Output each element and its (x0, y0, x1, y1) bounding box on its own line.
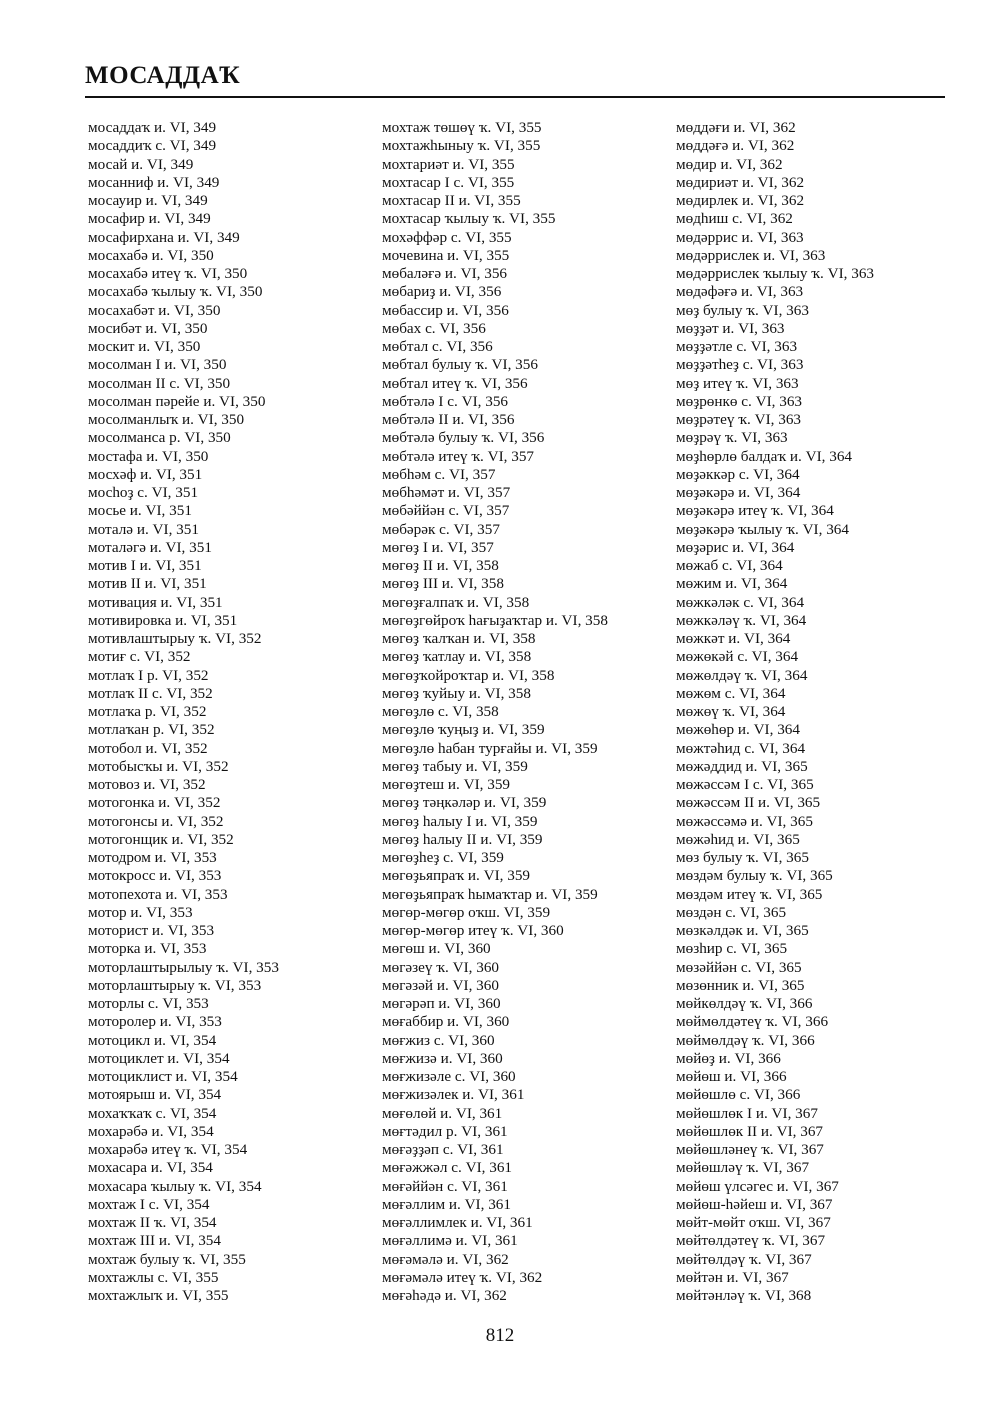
index-entry: мочевина и. VI, 355 (382, 246, 510, 264)
index-entry: мөғәллимә и. VI, 361 (382, 1232, 518, 1250)
index-entry: мотлаҡ I р. VI, 352 (88, 666, 209, 684)
index-entry: мөгөҙгөйроҡ һағыҙаҡтар и. VI, 358 (382, 611, 608, 629)
index-entry: мөгөҙ табыу и. VI, 359 (382, 757, 528, 775)
index-entry: мотивлаштырыу ҡ. VI, 352 (88, 630, 262, 647)
index-entry: мөжкәләү ҡ. VI, 364 (676, 611, 807, 629)
index-entry: мосаддаҡ и. VI, 349 (88, 119, 217, 136)
index-entry: мөҙрәү ҡ. VI, 363 (676, 429, 788, 447)
index-entry: мөғәһәдә и. VI, 362 (382, 1287, 507, 1304)
index-entry: мөбһәм с. VI, 357 (382, 465, 496, 483)
index-entry: мөжкәләк с. VI, 364 (676, 593, 805, 611)
index-entry: мөҙрөнкө с. VI, 363 (676, 392, 803, 410)
index-entry: мөҙәккәр с. VI, 364 (676, 465, 800, 483)
index-entry: мөдириәт и. VI, 362 (676, 173, 805, 191)
index-entry: мөбаләғә и. VI, 356 (382, 265, 508, 282)
index-entry: мөбтәлә II и. VI, 356 (382, 411, 515, 428)
index-entry: мөғәййән с. VI, 361 (382, 1177, 508, 1195)
index-column-3 (676, 119, 874, 1305)
index-entry: мөйөшлөк I и. VI, 367 (676, 1104, 818, 1122)
index-entry: мөзөнник и. VI, 365 (676, 976, 805, 994)
index-entry: мөгөҙ I и. VI, 357 (382, 538, 494, 556)
index-entry: мөбассир и. VI, 356 (382, 301, 509, 319)
index-entry: мохтасар I с. VI, 355 (382, 173, 515, 191)
index-entry: мөҙҙәт и. VI, 363 (676, 319, 785, 337)
index-entry: мөжөү ҡ. VI, 364 (676, 703, 786, 720)
index-entry: мосахабә и. VI, 350 (88, 246, 214, 264)
index-entry: мөҙҙәтһеҙ с. VI, 363 (676, 356, 804, 374)
index-entry: мотоциклет и. VI, 354 (88, 1049, 230, 1067)
index-entry: мосахабәт и. VI, 350 (88, 301, 221, 319)
index-entry: мөҙәкәрә итеү ҡ. VI, 364 (676, 502, 834, 520)
index-entry: мохтариәт и. VI, 355 (382, 155, 515, 173)
index-entry: мөҙәрис и. VI, 364 (676, 538, 795, 556)
index-entry: моторист и. VI, 353 (88, 922, 215, 939)
index-entry: мосаддиҡ с. VI, 349 (88, 137, 217, 155)
index-entry: мөҙһөрлө балдаҡ и. VI, 364 (676, 447, 853, 465)
index-entry: мөгөр-мөгөр итеү ҡ. VI, 360 (382, 922, 564, 939)
index-entry: мөймөлдәү ҡ. VI, 366 (676, 1031, 815, 1049)
index-entry: мөжөкәй с. VI, 364 (676, 648, 799, 666)
index-entry: мөгөҙьяпраҡ и. VI, 359 (382, 867, 531, 885)
index-entry: мотодром и. VI, 353 (88, 849, 217, 866)
index-entry: мөгөҙ тәңкәләр и. VI, 359 (382, 794, 547, 812)
index-entry: мөжөһөр и. VI, 364 (676, 721, 800, 739)
index-entry: мотогонка и. VI, 352 (88, 794, 221, 812)
index-entry: мөгөҙ һалыу I и. VI, 359 (382, 812, 538, 830)
index-entry: мосафир и. VI, 349 (88, 210, 211, 228)
index-entry: мөймөлдәтеү ҡ. VI, 366 (676, 1013, 829, 1031)
index-entry: мөғәмәлә и. VI, 362 (382, 1250, 509, 1268)
index-entry: мөбәрәк с. VI, 357 (382, 520, 500, 538)
index-entry: мохасара ҡылыу ҡ. VI, 354 (88, 1177, 262, 1195)
index-entry: мотивация и. VI, 351 (88, 593, 223, 611)
index-entry: мөгөҙлө һабан турғайы и. VI, 359 (382, 739, 598, 757)
index-entry: мөдәррислек и. VI, 363 (676, 246, 826, 264)
index-entry: мостафа и. VI, 350 (88, 447, 209, 465)
index-entry: мөйөш үлсәгес и. VI, 367 (676, 1177, 839, 1195)
index-entry: мөгөш и. VI, 360 (382, 940, 491, 958)
index-entry: мотоярыш и. VI, 354 (88, 1086, 222, 1104)
index-entry: мөжәддид и. VI, 365 (676, 757, 808, 775)
index-entry: мосахабә итеү ҡ. VI, 350 (88, 265, 248, 282)
index-entry: мөгөҙ ҡалҡан и. VI, 358 (382, 630, 536, 647)
index-entry: мотлаҡ II с. VI, 352 (88, 684, 213, 702)
index-entry: мөғөлөй и. VI, 361 (382, 1104, 503, 1122)
index-entry: мөбариҙ и. VI, 356 (382, 283, 502, 301)
index-entry: мөйөшләү ҡ. VI, 367 (676, 1159, 810, 1177)
index-entry: мөгәрәп и. VI, 360 (382, 995, 501, 1012)
index-entry: мосолман пәрейе и. VI, 350 (88, 392, 266, 410)
index-entry: мөгөҙҡойроҡтар и. VI, 358 (382, 666, 555, 684)
index-entry: мохәффәр с. VI, 355 (382, 228, 512, 246)
index-entry: мосье и. VI, 351 (88, 502, 192, 520)
page-title: МОСАДДАҠ (85, 62, 241, 89)
index-entry: мөғжизәлек и. VI, 361 (382, 1086, 525, 1104)
index-entry: моторка и. VI, 353 (88, 940, 207, 958)
index-entry: мөҙәкәрә и. VI, 364 (676, 484, 801, 501)
index-entry: мохаҡҡаҡ с. VI, 354 (88, 1104, 217, 1122)
index-entry: мөбәййән с. VI, 357 (382, 502, 510, 520)
index-entry: мөдәррислек ҡылыу ҡ. VI, 363 (676, 265, 875, 282)
index-entry: мөбтал с. VI, 356 (382, 338, 493, 355)
index-entry: мосһоҙ с. VI, 351 (88, 484, 199, 501)
index-entry: мөзәййән с. VI, 365 (676, 958, 802, 976)
index-entry: мөжәссәмә и. VI, 365 (676, 812, 813, 830)
index-entry: мөз булыу ҡ. VI, 365 (676, 849, 809, 866)
index-entry: мотоциклист и. VI, 354 (88, 1068, 238, 1085)
index-entry: мохарәбә и. VI, 354 (88, 1122, 214, 1140)
index-entry: мөйөш-һәйеш и. VI, 367 (676, 1195, 833, 1213)
index-entry: мөйөшлөк II и. VI, 367 (676, 1122, 824, 1140)
index-entry: мотогонсы и. VI, 352 (88, 812, 224, 830)
index-entry: мосанниф и. VI, 349 (88, 173, 220, 191)
index-entry: мөдһиш с. VI, 362 (676, 210, 793, 228)
index-entry: моторлы с. VI, 353 (88, 995, 209, 1012)
index-entry: мөдирлек и. VI, 362 (676, 192, 805, 209)
index-column-2 (382, 119, 608, 1305)
index-entry: мосолманса р. VI, 350 (88, 429, 231, 447)
index-entry: мөйөшлө с. VI, 366 (676, 1086, 801, 1104)
index-entry: мөғәҙҙәп с. VI, 361 (382, 1141, 504, 1158)
index-entry: мөҙәкәрә ҡылыу ҡ. VI, 364 (676, 520, 849, 538)
index-entry: мотив II и. VI, 351 (88, 575, 207, 593)
index-entry: мотив I и. VI, 351 (88, 557, 202, 574)
index-entry: мөгөҙ ҡатлау и. VI, 358 (382, 648, 532, 666)
index-entry: мохтаж булыу ҡ. VI, 355 (88, 1250, 246, 1268)
index-entry: мөжөлдәү ҡ. VI, 364 (676, 666, 808, 684)
index-entry: мохтаж I с. VI, 354 (88, 1195, 210, 1213)
index-entry: мөйтөлдәү ҡ. VI, 367 (676, 1250, 812, 1268)
index-column-1 (88, 119, 279, 1305)
index-entry: мохарәбә итеү ҡ. VI, 354 (88, 1141, 248, 1158)
index-entry: мөжим и. VI, 364 (676, 575, 788, 593)
index-entry: мөжәссәм II и. VI, 365 (676, 794, 821, 812)
index-entry: моторлаштырыу ҡ. VI, 353 (88, 976, 262, 994)
index-entry: мөжөм с. VI, 364 (676, 684, 786, 702)
index-entry: мөдәррис и. VI, 363 (676, 228, 804, 246)
index-entry: моторлаштырылыу ҡ. VI, 353 (88, 958, 279, 976)
index-entry: мохтаж II ҡ. VI, 354 (88, 1214, 217, 1231)
index-entry: мөҙ итеү ҡ. VI, 363 (676, 374, 799, 392)
index-entry: мосибәт и. VI, 350 (88, 319, 208, 337)
index-entry: мөддәғи и. VI, 362 (676, 119, 796, 136)
index-entry: мөгөҙлө с. VI, 358 (382, 703, 499, 720)
index-entry: мөбтәлә булыу ҡ. VI, 356 (382, 429, 545, 447)
index-entry: мотоцикл и. VI, 354 (88, 1031, 217, 1049)
index-entry: мотогонщик и. VI, 352 (88, 830, 234, 848)
index-entry: мөғжизәле с. VI, 360 (382, 1068, 516, 1085)
index-entry: мөгөҙтеш и. VI, 359 (382, 776, 511, 793)
index-entry: мосхәф и. VI, 351 (88, 465, 203, 483)
index-entry: мөзкәлдәк и. VI, 365 (676, 922, 809, 939)
index-entry: мөгөҙ һалыу II и. VI, 359 (382, 830, 543, 848)
index-entry: мөғәжжәл с. VI, 361 (382, 1159, 513, 1177)
index-entry: мосафирхана и. VI, 349 (88, 228, 240, 246)
index-entry: мотлаҡан р. VI, 352 (88, 721, 215, 739)
index-entry: мөгөҙғалпаҡ и. VI, 358 (382, 593, 530, 611)
index-entry: мөгөҙ II и. VI, 358 (382, 557, 499, 574)
index-entry: мосахабә ҡылыу ҡ. VI, 350 (88, 283, 263, 301)
index-entry: мотобол и. VI, 352 (88, 739, 208, 757)
index-entry: мосолман I и. VI, 350 (88, 356, 227, 374)
index-entry: мотиғ с. VI, 352 (88, 648, 191, 666)
index-entry: мөжәссәм I с. VI, 365 (676, 776, 814, 793)
index-entry: мөдәфәғә и. VI, 363 (676, 283, 804, 301)
index-entry: мөжаб с. VI, 364 (676, 557, 783, 574)
index-entry: мөҙ булыу ҡ. VI, 363 (676, 301, 809, 319)
index-entry: мосолманлыҡ и. VI, 350 (88, 411, 245, 428)
index-entry: мөгөҙьяпраҡ һымаҡтар и. VI, 359 (382, 885, 598, 903)
index-entry: мохасара и. VI, 354 (88, 1159, 213, 1177)
index-entry: мөжәһид и. VI, 365 (676, 830, 800, 848)
running-header (85, 58, 945, 94)
index-entry: мөздәм булыу ҡ. VI, 365 (676, 867, 833, 885)
index-entry: мөйкөлдәү ҡ. VI, 366 (676, 995, 813, 1012)
page-number: 812 (485, 1325, 515, 1346)
index-entry: мөгөр-мөгөр оҡш. VI, 359 (382, 903, 551, 921)
index-entry: мөйтән и. VI, 367 (676, 1268, 789, 1286)
index-entry: мөздән с. VI, 365 (676, 903, 787, 921)
index-entry: мөгөҙ ҡуйыу и. VI, 358 (382, 684, 531, 702)
index-entry: мохтажлыҡ и. VI, 355 (88, 1287, 229, 1304)
index-entry: мөбтал итеү ҡ. VI, 356 (382, 374, 528, 392)
index-entry: мөйөш и. VI, 366 (676, 1068, 787, 1085)
index-entry: мөғаббир и. VI, 360 (382, 1013, 510, 1031)
index-entry: моторолер и. VI, 353 (88, 1013, 222, 1031)
index-entry: мөғжиз с. VI, 360 (382, 1031, 495, 1049)
index-entry: мохтаж төшөү ҡ. VI, 355 (382, 119, 542, 136)
index-entry: мотопехота и. VI, 353 (88, 885, 228, 903)
index-entry: мөҙрәтеү ҡ. VI, 363 (676, 411, 802, 428)
index-entry: мөйтәнләү ҡ. VI, 368 (676, 1287, 812, 1304)
index-entry: мөддәғә и. VI, 362 (676, 137, 795, 155)
index-entry: мөбтал булыу ҡ. VI, 356 (382, 356, 538, 374)
index-entry: мөжкәт и. VI, 364 (676, 630, 791, 647)
index-entry: мөзһир с. VI, 365 (676, 940, 788, 958)
index-entry: мөдир и. VI, 362 (676, 155, 783, 173)
index-entry: мөгөҙһеҙ с. VI, 359 (382, 849, 504, 866)
index-entry: мөғәмәлә итеү ҡ. VI, 362 (382, 1268, 543, 1286)
index-entry: мотокросс и. VI, 353 (88, 867, 222, 885)
index-entry: мөбһәмәт и. VI, 357 (382, 484, 511, 501)
index-entry: мөйөшләнеү ҡ. VI, 367 (676, 1141, 824, 1158)
index-entry: мосолман II с. VI, 350 (88, 374, 231, 392)
index-entry: моталә и. VI, 351 (88, 520, 199, 538)
index-entry: мөжтәһид с. VI, 364 (676, 739, 806, 757)
index-entry: мөгөҙлө ҡуңыҙ и. VI, 359 (382, 721, 545, 739)
index-entry: мөгәзәй и. VI, 360 (382, 976, 499, 994)
index-entry: мөғтәдил р. VI, 361 (382, 1122, 508, 1140)
index-entry: мохтаж III и. VI, 354 (88, 1232, 221, 1250)
header-rule (85, 96, 945, 98)
index-entry: мөғжизә и. VI, 360 (382, 1049, 503, 1067)
index-entry: мотор и. VI, 353 (88, 903, 193, 921)
index-entry: мөгөҙ III и. VI, 358 (382, 575, 504, 593)
index-entry: мөйтөлдәтеү ҡ. VI, 367 (676, 1232, 826, 1250)
index-entry: мотлаҡа р. VI, 352 (88, 703, 207, 720)
index-entry: москит и. VI, 350 (88, 338, 201, 355)
index-entry: мөйөҙ и. VI, 366 (676, 1049, 781, 1067)
index-entry: мотобысҡы и. VI, 352 (88, 757, 229, 775)
index-entry: мосауир и. VI, 349 (88, 192, 208, 209)
index-entry: мохтасар ҡылыу ҡ. VI, 355 (382, 210, 556, 228)
index-entry: мөйт-мөйт оҡш. VI, 367 (676, 1214, 831, 1231)
index-entry: мотивировка и. VI, 351 (88, 611, 238, 629)
index-entry: мөбтәлә итеү ҡ. VI, 357 (382, 447, 535, 465)
index-entry: мөздәм итеү ҡ. VI, 365 (676, 885, 823, 903)
index-entry: мөҙҙәтле с. VI, 363 (676, 338, 798, 355)
index-entry: мөбтәлә I с. VI, 356 (382, 392, 509, 410)
index-entry: мөгәзеү ҡ. VI, 360 (382, 958, 500, 976)
index-entry: мөғәллимлек и. VI, 361 (382, 1214, 533, 1231)
index-entry: мохтажлы с. VI, 355 (88, 1268, 219, 1286)
index-entry: мохтасар II и. VI, 355 (382, 192, 521, 209)
index-entry: моталәгә и. VI, 351 (88, 538, 212, 556)
index-entry: мөғәллим и. VI, 361 (382, 1195, 511, 1213)
index-entry: мотовоз и. VI, 352 (88, 776, 206, 793)
index-entry: мөбах с. VI, 356 (382, 319, 486, 337)
index-entry: мосай и. VI, 349 (88, 155, 194, 173)
index-entry: мохтажһыныу ҡ. VI, 355 (382, 137, 541, 155)
